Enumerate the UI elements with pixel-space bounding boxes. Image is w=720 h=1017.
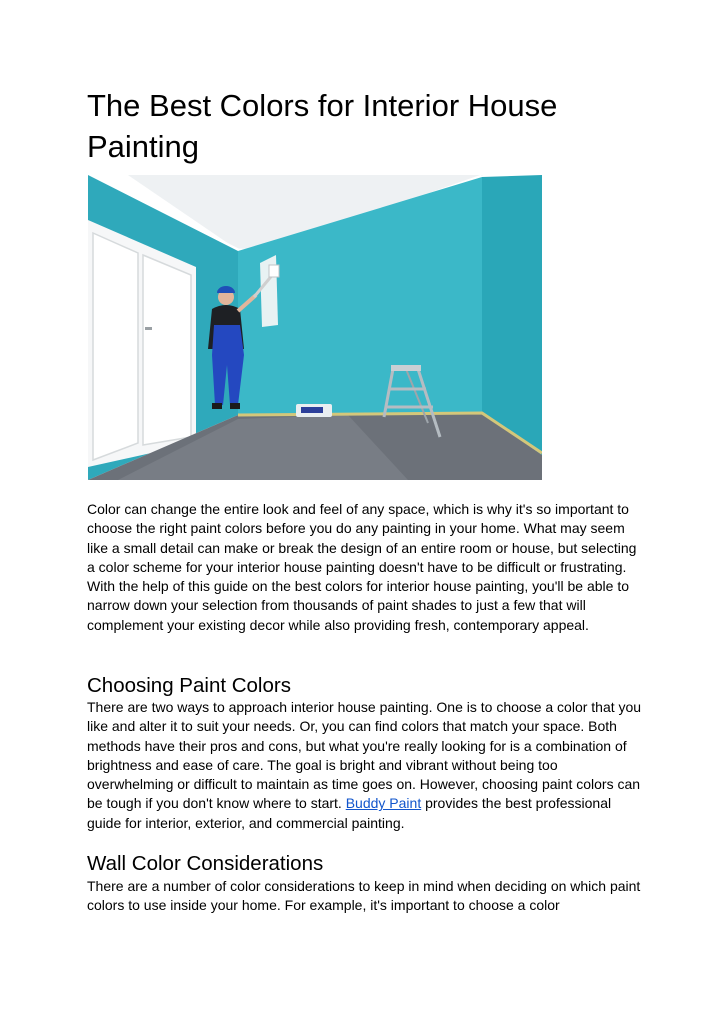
buddy-paint-link[interactable]: Buddy Paint bbox=[345, 795, 422, 812]
paragraph-text: There are two ways to approach interior house painting. One is to choose a color that you like and alter it to suit your needs. Or, you can find colors that match your space. Both methods have their pros and cons, but what you're really looking for is a combination of brightness and ease of care. The goal is bright and vibrant without being too overwhelming or difficult to maintain as time goes on. However, choosing paint colors can be tough if you don't know where to start. bbox=[87, 699, 642, 812]
section-heading-wall-color-considerations: Wall Color Considerations bbox=[87, 852, 324, 875]
section-heading-choosing-paint-colors: Choosing Paint Colors bbox=[87, 674, 291, 697]
paragraph-text: provides the best professional guide for interior, exterior, and commercial painting. bbox=[87, 795, 612, 831]
page-title: The Best Colors for Interior House Painting bbox=[87, 88, 558, 164]
intro-paragraph: Color can change the entire look and feel of any space, which is why it's so important to choose the right paint colors before you do any painting in your home. What may seem like a small detail can make or break the design of an entire room or house, but selecting a color scheme for your interior house painting doesn't have to be difficult or frustrating. With the help of this guide on the best colors for interior house painting, you'll be able to narrow down your selection from thousands of paint shades to just a few that will complement your existing decor while also providing fresh, contemporary appeal. bbox=[87, 501, 637, 633]
choosing-paint-colors-paragraph bbox=[87, 698, 647, 833]
wall-color-considerations-paragraph: There are a number of color considerations to keep in mind when deciding on which paint colors to use inside your home. For example, it's important to choose a color bbox=[87, 878, 641, 914]
painter-room-image bbox=[88, 175, 542, 480]
